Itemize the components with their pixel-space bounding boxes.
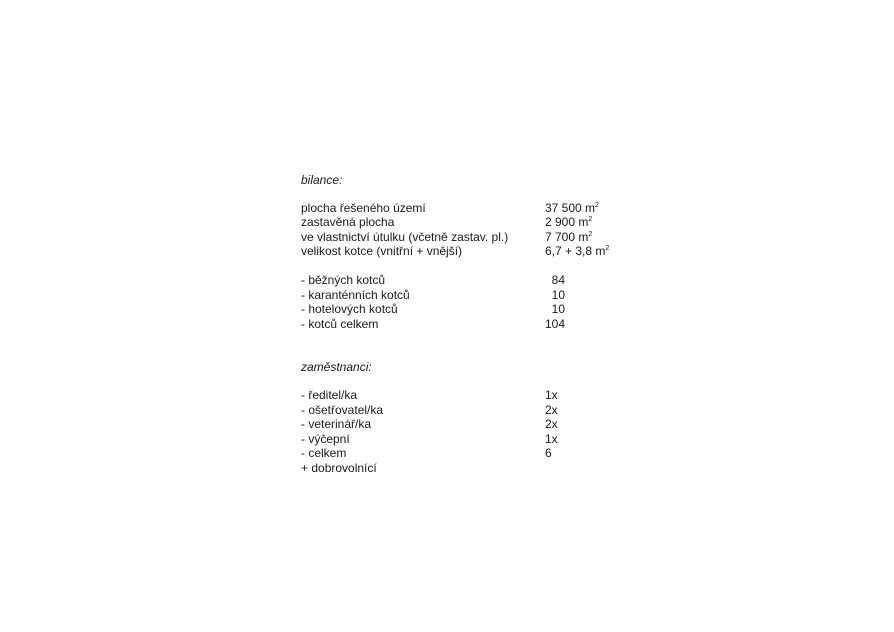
staff-label: - celkem — [301, 446, 347, 460]
area-label: plocha řešeného území — [301, 201, 426, 215]
area-label: zastavěná plocha — [301, 215, 395, 229]
staff-value: 1x — [545, 432, 558, 446]
staff-value: 6 — [545, 446, 552, 460]
staff-value: 2x — [545, 403, 558, 417]
kennel-value: 104 — [545, 317, 566, 331]
staff-label: - veterinář/ka — [301, 417, 372, 431]
kennel-label: - hotelových kotců — [301, 302, 398, 316]
kennel-value: 84 — [551, 273, 565, 287]
staff-value: 2x — [545, 417, 558, 431]
kennel-value: 10 — [551, 302, 565, 316]
kennel-value: 10 — [551, 288, 565, 302]
area-value: 7 700 $m^2$ — [545, 230, 593, 244]
kennel-label: - kotců celkem — [301, 317, 379, 331]
zamestnanci-heading: zaměstnanci: — [301, 360, 372, 374]
staff-label: - ředitel/ka — [301, 388, 358, 402]
kennel-label: - karanténních kotců — [301, 288, 410, 302]
staff-label: - ošetřovatel/ka — [301, 403, 384, 417]
staff-value: 1x — [545, 388, 558, 402]
area-label: velikost kotce (vnitřní + vnější) — [301, 244, 463, 258]
staff-label: - výčepní — [301, 432, 350, 446]
area-value: 37 500 $m^2$ — [545, 201, 599, 215]
area-value: 6,7 + 3,8 $m^2$ — [545, 244, 610, 258]
bilance-heading: bilance: — [301, 173, 343, 187]
kennel-label: - běžných kotců — [301, 273, 386, 287]
area-value: 2 900 $m^2$ — [545, 215, 593, 229]
area-label: ve vlastnictví útulku (včetně zastav. pl.) — [301, 230, 509, 244]
volunteers-note: + dobrovolnící — [301, 461, 377, 475]
